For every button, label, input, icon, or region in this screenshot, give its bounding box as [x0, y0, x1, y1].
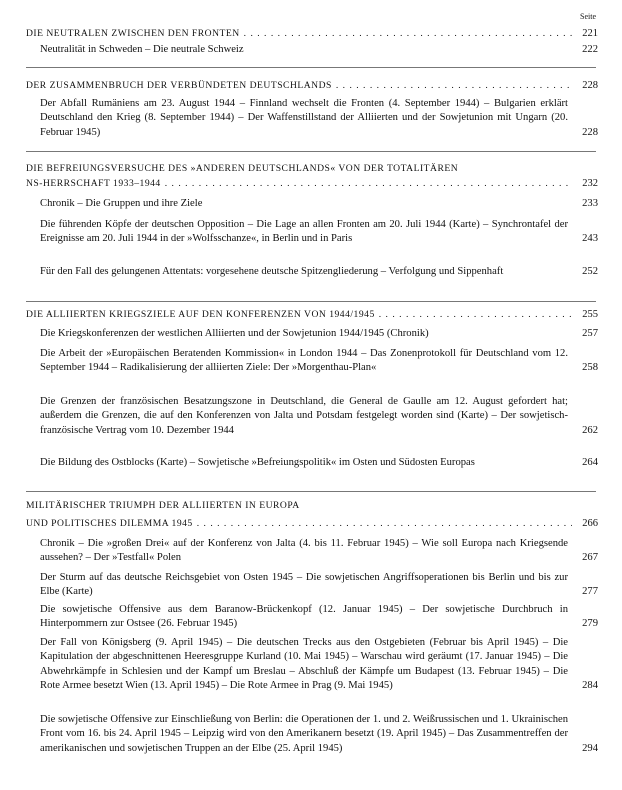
entry-page: 262 [582, 424, 598, 436]
section-page: 232 [582, 178, 598, 189]
entry-text: Chronik – Die »großen Drei« auf der Konferenz von Jalta (4. bis 11. Februar 1945) – Wie soll Europa nach Kriegsende aussehen? – Der »Testfall« Polen [40, 538, 568, 564]
entry-page: 243 [582, 233, 598, 245]
entry-text: Die sowjetische Offensive zur Einschließung von Berlin: die Operationen der 1. und 2. Weißrussischen und 1. Ukrainischen Front vom 16. bis 24. April 1945 – Leipzig wird von den Amerikanern besetzt (19. April 1945) – Das Zusammentreffen der amerikanischen und sowjetischen Truppen an der Elbe (25. April 1945) [40, 714, 568, 754]
entry-page: 284 [582, 680, 598, 692]
toc-entry [40, 456, 598, 470]
toc-entry [40, 395, 598, 438]
toc-entry [40, 43, 598, 57]
toc-entry [40, 197, 598, 211]
section-title: DIE BEFREIUNGSVERSUCHE DES »ANDEREN DEUTSCHLANDS« VON DER TOTALITÄREN [26, 163, 459, 174]
entry-text: Der Sturm auf das deutsche Reichsgebiet von Osten 1945 – Die sowjetischen Angriffsoperationen bis Berlin und bis zur Elbe (Karte) [40, 572, 568, 598]
section-title-line2: NS-HERRSCHAFT 1933–1944 [26, 178, 161, 189]
section-divider [26, 301, 596, 302]
entry-page: 228 [582, 126, 598, 138]
section-heading [26, 26, 598, 41]
entry-text: Chronik – Die Gruppen und ihre Ziele [40, 198, 203, 209]
entry-text: Die Arbeit der »Europäischen Beratenden Kommission« in London 1944 – Das Zonenprotokoll für Deutschland vom 12. September 1944 – Radikalisierung der alliierten Ziele: Der »Morgenthau-Plan« [40, 348, 568, 374]
toc-entry [40, 265, 598, 279]
entry-text: Die Bildung des Ostblocks (Karte) – Sowjetische »Befreiungspolitik« im Osten und Südosten Europas [40, 457, 475, 468]
section-divider [26, 67, 596, 68]
entry-page: 294 [582, 742, 598, 754]
section-title: DIE ALLIIERTEN KRIEGSZIELE AUF DEN KONFERENZEN VON 1944/1945 [26, 309, 375, 320]
entry-page: 267 [582, 552, 598, 564]
entry-text: Der Abfall Rumäniens am 23. August 1944 – Finnland wechselt die Fronten (4. September 1944) – Bulgarien erklärt Deutschland den Krieg (8. September 1944) – Der Waffenstillstand der Alliierten und der Sowjetunion mit Ungarn (20. Februar 1945) [40, 98, 568, 138]
entry-page: 233 [582, 198, 598, 209]
toc-entry [40, 713, 598, 756]
entry-text: Die sowjetische Offensive aus dem Baranow-Brückenkopf (12. Januar 1945) – Der sowjetische Durchbruch in Hinterpommern zur Ostsee (26. Februar 1945) [40, 604, 568, 630]
toc-entry [40, 636, 598, 694]
toc-entry [40, 218, 598, 247]
toc-entry [40, 327, 598, 341]
section-title: DIE NEUTRALEN ZWISCHEN DEN FRONTEN [26, 28, 240, 39]
entry-page: 264 [582, 457, 598, 468]
entry-text: Für den Fall des gelungenen Attentats: vorgesehene deutsche Spitzengliederung – Verfolgung und Sippenhaft [40, 266, 504, 277]
entry-text: Der Fall von Königsberg (9. April 1945) – Die deutschen Trecks aus den Ostgebieten (Februar bis April 1945) – Die Kapitulation der abgeschnittenen Heeresgruppe Kurland (10. Mai 1945) – Warschau wird geräumt (17. Januar 1945) – Die Abwehrkämpfe in Schlesien und der Kampf um Breslau – Abschluß der Kämpfe um Budapest (13. Februar 1945) – Die Rote Armee besetzt Wien (13. April 1945) – Die Rote Armee in Prag (9. Mai 1945) [40, 637, 568, 692]
entry-page: 222 [582, 44, 598, 55]
section-heading [26, 78, 598, 93]
section-page: 228 [582, 80, 598, 91]
toc-entry [40, 97, 598, 140]
section-heading [26, 498, 598, 531]
section-divider [26, 151, 596, 152]
entry-text: Die Grenzen der französischen Besatzungszone in Deutschland, die General de Gaulle am 12. August gefordert hat; außerdem die Grenzen, die auf den Konferenzen von Jalta und Potsdam festgelegt worden sind (Karte) – Der sowjetisch-französische Vertrag vom 10. Dezember 1944 [40, 396, 568, 436]
toc-entry [40, 347, 598, 376]
entry-page: 279 [582, 618, 598, 630]
section-page: 221 [582, 28, 598, 39]
section-page: 266 [582, 518, 598, 529]
toc-entry [40, 603, 598, 632]
toc-entry [40, 537, 598, 566]
section-heading [26, 307, 598, 322]
entry-text: Die Kriegskonferenzen der westlichen Alliierten und der Sowjetunion 1944/1945 (Chronik) [40, 328, 429, 339]
entry-text: Neutralität in Schweden – Die neutrale Schweiz [40, 44, 244, 55]
entry-text: Die führenden Köpfe der deutschen Opposition – Die Lage an allen Fronten am 20. Juli 1944 (Karte) – Synchrontafel der Ereignisse am 20. Juli 1944 in der »Wolfsschanze«, in Berlin und in Paris [40, 219, 568, 245]
entry-page: 277 [582, 586, 598, 598]
section-page: 255 [582, 309, 598, 320]
section-title: MILITÄRISCHER TRIUMPH DER ALLIIERTEN IN EUROPA [26, 500, 300, 511]
entry-page: 257 [582, 328, 598, 339]
section-title-line2: UND POLITISCHES DILEMMA 1945 [26, 518, 193, 529]
section-heading [26, 161, 598, 191]
section-title: DER ZUSAMMENBRUCH DER VERBÜNDETEN DEUTSCHLANDS [26, 80, 332, 91]
toc-entry [40, 571, 598, 600]
entry-page: 258 [582, 362, 598, 374]
entry-page: 252 [582, 266, 598, 277]
section-divider [26, 491, 596, 492]
seite-label: Seite [580, 12, 596, 21]
